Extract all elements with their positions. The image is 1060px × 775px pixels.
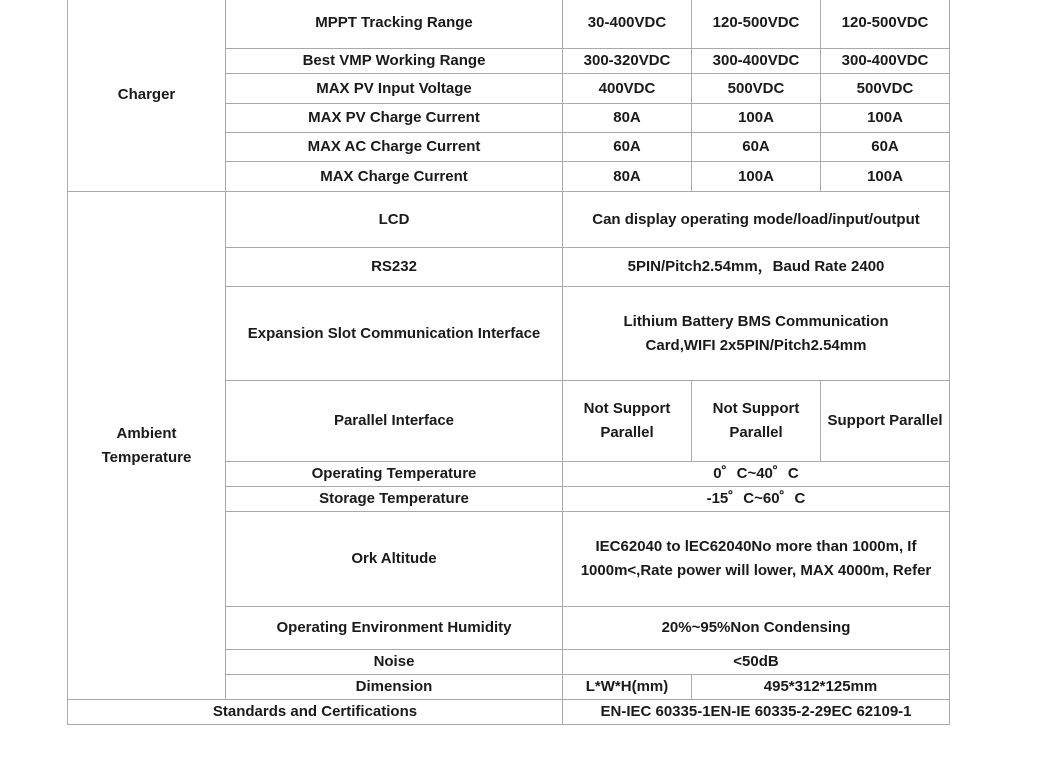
spec-value: 80A [563, 162, 692, 192]
spec-value: Can display operating mode/load/input/output [563, 192, 950, 248]
spec-value: <50dB [563, 650, 950, 675]
spec-value: 5PIN/Pitch2.54mm，Baud Rate 2400 [563, 248, 950, 287]
table-row [68, 0, 950, 49]
spec-value: 500VDC [821, 74, 950, 104]
spec-value: Lithium Battery BMS Communication Card,WIFI 2x5PIN/Pitch2.54mm [563, 287, 950, 381]
spec-value: 300-400VDC [821, 49, 950, 74]
spec-value: 300-320VDC [563, 49, 692, 74]
spec-value: 400VDC [563, 74, 692, 104]
spec-label: Parallel Interface [226, 381, 563, 462]
spec-value: 100A [692, 162, 821, 192]
spec-value: 120-500VDC [821, 0, 950, 49]
spec-label: MAX PV Charge Current [226, 104, 563, 133]
spec-value: IEC62040 to lEC62040No more than 1000m, If 1000m<,Rate power will lower, MAX 4000m, Refer [563, 512, 950, 607]
spec-label: MAX AC Charge Current [226, 133, 563, 162]
category-charger: Charger [68, 0, 226, 192]
spec-value: Not Support Parallel [563, 381, 692, 462]
spec-label: Operating Temperature [226, 462, 563, 487]
spec-value: 80A [563, 104, 692, 133]
spec-label: Noise [226, 650, 563, 675]
spec-label: Standards and Certifications [68, 700, 563, 725]
spec-value: -15゜C~60゜C [563, 487, 950, 512]
spec-label: Ork Altitude [226, 512, 563, 607]
spec-value: Not Support Parallel [692, 381, 821, 462]
table-row [68, 700, 950, 725]
spec-value: 60A [821, 133, 950, 162]
spec-value: 100A [692, 104, 821, 133]
spec-label: LCD [226, 192, 563, 248]
spec-label: MAX PV Input Voltage [226, 74, 563, 104]
spec-value: 495*312*125mm [692, 675, 950, 700]
spec-value: 300-400VDC [692, 49, 821, 74]
spec-label: Storage Temperature [226, 487, 563, 512]
spec-label: Expansion Slot Communication Interface [226, 287, 563, 381]
spec-value: 60A [563, 133, 692, 162]
table-row [68, 192, 950, 248]
spec-value: 60A [692, 133, 821, 162]
spec-label: Operating Environment Humidity [226, 607, 563, 650]
spec-value: Support Parallel [821, 381, 950, 462]
spec-value: 500VDC [692, 74, 821, 104]
category-dimension: Dimension [226, 675, 563, 700]
spec-table [67, 0, 950, 725]
spec-label: MAX Charge Current [226, 162, 563, 192]
category-ambient-temperature: Ambient Temperature [68, 192, 226, 700]
spec-value: 0゜C~40゜C [563, 462, 950, 487]
spec-value: 120-500VDC [692, 0, 821, 49]
spec-label: L*W*H(mm) [563, 675, 692, 700]
spec-value: 100A [821, 104, 950, 133]
spec-value: 30-400VDC [563, 0, 692, 49]
spec-label: RS232 [226, 248, 563, 287]
spec-label: Best VMP Working Range [226, 49, 563, 74]
spec-value: 100A [821, 162, 950, 192]
spec-label: MPPT Tracking Range [226, 0, 563, 49]
spec-value: 20%~95%Non Condensing [563, 607, 950, 650]
spec-value: EN-IEC 60335-1EN-IE 60335-2-29EC 62109-1 [563, 700, 950, 725]
